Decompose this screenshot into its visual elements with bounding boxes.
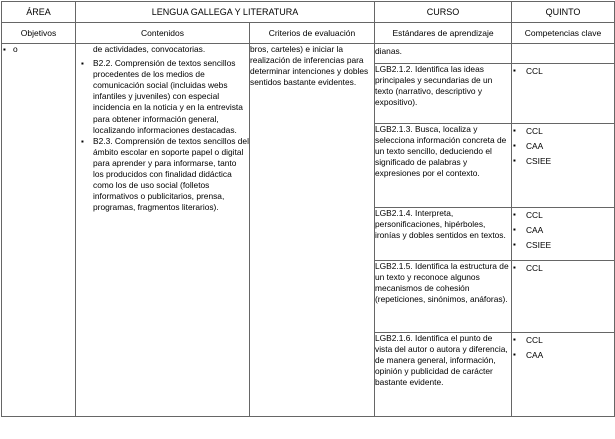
competences-cell [512, 124, 615, 208]
competence-text: CCL [526, 263, 543, 273]
course-value: QUINTO [512, 2, 615, 23]
bullet-icon: ▪ [3, 45, 6, 54]
standard-text: LGB2.1.4. Interpreta, personificaciones, hipérboles, ironías y dobles sentidos en textos. [375, 208, 506, 241]
standard-text: LGB2.1.6. Identifica el punto de vista del autor o autora y diferencia, de manera general, información, opinión y publicidad de carácter bastante evidente. [375, 333, 508, 388]
column-header-row [2, 23, 615, 44]
content-item-text: B2.2. Comprensión de textos sencillos procedentes de los medios de comunicación social (incluidas webs infantiles y juveniles) con especial incidencia en la noticia y en la entrevista para obtener información general, localizando informaciones destacadas. [93, 58, 243, 135]
bullet-icon: ▪ [513, 66, 516, 75]
contents-continuation: de actividades, convocatorias. [93, 44, 206, 54]
list-item [512, 261, 614, 276]
competences-cell [512, 64, 615, 124]
competence-text: CAA [526, 140, 544, 151]
competence-text: CSIEE [526, 239, 552, 250]
bullet-icon: ▪ [81, 59, 84, 69]
list-item [512, 348, 614, 363]
competence-text: CSIEE [526, 155, 552, 166]
list-item [2, 44, 75, 55]
standard-cell [375, 208, 512, 261]
bullet-icon: ▪ [513, 239, 516, 249]
course-label: CURSO [375, 2, 512, 23]
bullet-icon: ▪ [513, 140, 516, 150]
standard-text: LGB2.1.3. Busca, localiza y selecciona información concreta de un texto sencillo, deduciendo el significado de palabras y expresiones por el contexto. [375, 124, 507, 179]
objectives-header: Objetivos [2, 23, 76, 44]
area-label: ÁREA [2, 2, 76, 23]
bullet-icon: ▪ [513, 155, 516, 165]
header-row [2, 2, 615, 23]
standard-cell [375, 261, 512, 333]
competences-cell [512, 261, 615, 333]
subject-title: LENGUA GALLEGA Y LITERATURA [76, 2, 375, 23]
bullet-icon: ▪ [513, 224, 516, 234]
contents-cell [76, 44, 250, 417]
contents-header: Contenidos [76, 23, 250, 44]
list-item [512, 139, 614, 154]
competence-text: CCL [526, 126, 543, 136]
list-item [512, 124, 614, 139]
competence-text: CAA [526, 349, 544, 360]
bullet-icon: ▪ [81, 136, 84, 146]
objective-text: o [13, 44, 18, 54]
list-item [76, 58, 249, 136]
curriculum-table [1, 1, 615, 417]
competences-cell [512, 333, 615, 417]
competence-text: CCL [526, 66, 543, 76]
list-item [512, 64, 614, 79]
objectives-cell [2, 44, 76, 417]
table-row [2, 44, 615, 64]
list-item [512, 223, 614, 238]
content-item-text: B2.3. Comprensión de textos sencillos del ámbito escolar en soporte papel o digital para aprender y para informarse, tanto los producidos con finalidad didáctica como los de uso social (folletos informativos o publicitarios, prensa, programas, fragmentos literarios). [93, 135, 249, 213]
standard-text: LGB2.1.5. Identifica la estructura de un texto y reconoce algunos mecanismos de cohesión (repeticiones, sinónimos, anáforas). [375, 261, 509, 305]
list-item [512, 154, 614, 169]
competence-text: CAA [526, 224, 544, 235]
competences-cell [512, 44, 615, 64]
competences-header: Competencias clave [512, 23, 615, 44]
list-item [76, 136, 249, 214]
bullet-icon: ▪ [513, 335, 516, 344]
bullet-icon: ▪ [513, 126, 516, 135]
standard-cell [375, 333, 512, 417]
standard-cell [375, 44, 512, 64]
list-item [512, 333, 614, 348]
standard-cell [375, 64, 512, 124]
criteria-cell [250, 44, 375, 417]
standard-text: LGB2.1.2. Identifica las ideas principales y secundarias de un texto (narrativo, descriptivo y expositivo). [375, 64, 493, 108]
bullet-icon: ▪ [513, 210, 516, 219]
criteria-text: bros, carteles) e iniciar la realización de inferencias para determinar intenciones y dobles sentidos bastante evidentes. [250, 44, 369, 88]
bullet-icon: ▪ [513, 349, 516, 359]
competence-text: CCL [526, 335, 543, 345]
standards-header: Estándares de aprendizaje [375, 23, 512, 44]
competences-cell [512, 208, 615, 261]
standard-text: dianas. [375, 46, 403, 56]
criteria-header: Criterios de evaluación [250, 23, 375, 44]
list-item [512, 208, 614, 223]
list-item [512, 238, 614, 253]
bullet-icon: ▪ [513, 263, 516, 272]
standard-cell [375, 124, 512, 208]
competence-text: CCL [526, 210, 543, 220]
